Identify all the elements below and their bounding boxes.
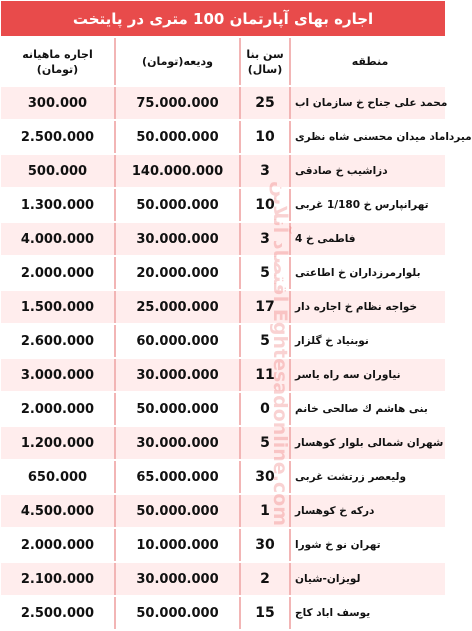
rent-table-card bbox=[1, 1, 472, 621]
header-age-line2: (سال) bbox=[247, 62, 283, 76]
header-region-label: منطقه bbox=[351, 55, 389, 68]
header-age-line1: سن بنا bbox=[246, 47, 284, 61]
rent-table bbox=[1, 38, 472, 631]
cell-age: 11 bbox=[239, 359, 289, 391]
cell-deposit: 30.000.000 bbox=[114, 427, 239, 459]
table-row bbox=[1, 359, 445, 393]
cell-region: تهرانپارس خ 1/180 غربی bbox=[289, 189, 445, 221]
cell-region: محمد علی جناح خ سازمان اب bbox=[289, 87, 445, 119]
cell-deposit: 30.000.000 bbox=[114, 223, 239, 255]
cell-region: فاطمی خ 4 bbox=[289, 223, 445, 255]
cell-region: تهران نو خ شورا bbox=[289, 529, 445, 561]
cell-age: 3 bbox=[239, 155, 289, 187]
cell-age: 1 bbox=[239, 495, 289, 527]
cell-age: 10 bbox=[239, 189, 289, 221]
cell-age: 15 bbox=[239, 597, 289, 629]
cell-deposit: 50.000.000 bbox=[114, 393, 239, 425]
table-row bbox=[1, 597, 445, 631]
cell-rent: 2.100.000 bbox=[1, 563, 114, 595]
header-deposit-label: ودیعه(تومان) bbox=[142, 55, 213, 68]
cell-rent: 300.000 bbox=[1, 87, 114, 119]
cell-age: 2 bbox=[239, 563, 289, 595]
cell-age: 30 bbox=[239, 461, 289, 493]
table-row bbox=[1, 87, 448, 121]
cell-rent: 650.000 bbox=[1, 461, 114, 493]
table-row bbox=[1, 291, 445, 325]
cell-deposit: 75.000.000 bbox=[114, 87, 239, 119]
cell-region: نیاوران سه راه یاسر bbox=[289, 359, 445, 391]
cell-age: 17 bbox=[239, 291, 289, 323]
watermark-text-fa: اقتصاد آنلاین bbox=[269, 181, 291, 303]
cell-region: یوسف اباد کاج bbox=[289, 597, 445, 629]
cell-age: 5 bbox=[239, 325, 289, 357]
cell-region: بلوارمرزداران خ اطاعتی bbox=[289, 257, 445, 289]
cell-deposit: 65.000.000 bbox=[114, 461, 239, 493]
cell-rent: 2.000.000 bbox=[1, 393, 114, 425]
cell-age: 5 bbox=[239, 427, 289, 459]
cell-region: نوبنیاد خ گلزار bbox=[289, 325, 445, 357]
header-deposit bbox=[114, 38, 239, 85]
header-rent-line1: اجاره ماهیانه bbox=[22, 47, 93, 61]
cell-region: لویزان-شیان bbox=[289, 563, 445, 595]
table-title: اجاره بهای آپارتمان 100 متری در پایتخت bbox=[1, 1, 445, 36]
cell-age: 5 bbox=[239, 257, 289, 289]
cell-rent: 2.500.000 bbox=[1, 121, 114, 153]
table-row bbox=[1, 563, 445, 597]
cell-region: درکه خ کوهسار bbox=[289, 495, 445, 527]
cell-rent: 500.000 bbox=[1, 155, 114, 187]
header-rent-line2: (تومان) bbox=[36, 62, 79, 76]
cell-rent: 1.300.000 bbox=[1, 189, 114, 221]
table-row bbox=[1, 495, 445, 529]
cell-region: میرداماد میدان محسنی شاه نظری bbox=[289, 121, 445, 153]
header-age bbox=[239, 38, 289, 85]
cell-deposit: 30.000.000 bbox=[114, 359, 239, 391]
table-row bbox=[1, 121, 472, 155]
cell-region: ولیعصر زرتشت غربی bbox=[289, 461, 445, 493]
cell-region: شهران شمالی بلوار کوهسار bbox=[289, 427, 445, 459]
cell-deposit: 60.000.000 bbox=[114, 325, 239, 357]
cell-rent: 4.000.000 bbox=[1, 223, 114, 255]
cell-deposit: 50.000.000 bbox=[114, 121, 239, 153]
table-row bbox=[1, 189, 445, 223]
cell-rent: 2.600.000 bbox=[1, 325, 114, 357]
cell-age: 25 bbox=[239, 87, 289, 119]
table-row bbox=[1, 223, 445, 257]
header-region bbox=[289, 38, 445, 85]
cell-region: دزاشیب خ صادقی bbox=[289, 155, 445, 187]
cell-rent: 1.500.000 bbox=[1, 291, 114, 323]
cell-rent: 2.500.000 bbox=[1, 597, 114, 629]
cell-rent: 2.000.000 bbox=[1, 529, 114, 561]
cell-deposit: 50.000.000 bbox=[114, 495, 239, 527]
cell-deposit: 20.000.000 bbox=[114, 257, 239, 289]
cell-deposit: 50.000.000 bbox=[114, 189, 239, 221]
cell-age: 3 bbox=[239, 223, 289, 255]
cell-rent: 4.500.000 bbox=[1, 495, 114, 527]
table-row bbox=[1, 155, 445, 189]
table-row bbox=[1, 427, 445, 461]
table-row bbox=[1, 325, 445, 359]
cell-deposit: 10.000.000 bbox=[114, 529, 239, 561]
cell-deposit: 25.000.000 bbox=[114, 291, 239, 323]
cell-deposit: 140.000.000 bbox=[114, 155, 239, 187]
cell-deposit: 30.000.000 bbox=[114, 563, 239, 595]
cell-rent: 1.200.000 bbox=[1, 427, 114, 459]
cell-rent: 3.000.000 bbox=[1, 359, 114, 391]
table-row bbox=[1, 393, 445, 427]
cell-rent: 2.000.000 bbox=[1, 257, 114, 289]
table-row bbox=[1, 529, 445, 563]
table-row bbox=[1, 461, 445, 495]
watermark-text-en: Eghtesadonline.com bbox=[269, 308, 291, 527]
cell-deposit: 50.000.000 bbox=[114, 597, 239, 629]
cell-region: بنی هاشم ك صالحی خانم bbox=[289, 393, 445, 425]
cell-age: 30 bbox=[239, 529, 289, 561]
cell-age: 10 bbox=[239, 121, 289, 153]
table-row bbox=[1, 257, 445, 291]
header-rent bbox=[1, 38, 114, 85]
cell-age: 0 bbox=[239, 393, 289, 425]
cell-region: خواجه نظام خ اجاره دار bbox=[289, 291, 445, 323]
table-header-row bbox=[1, 38, 445, 87]
